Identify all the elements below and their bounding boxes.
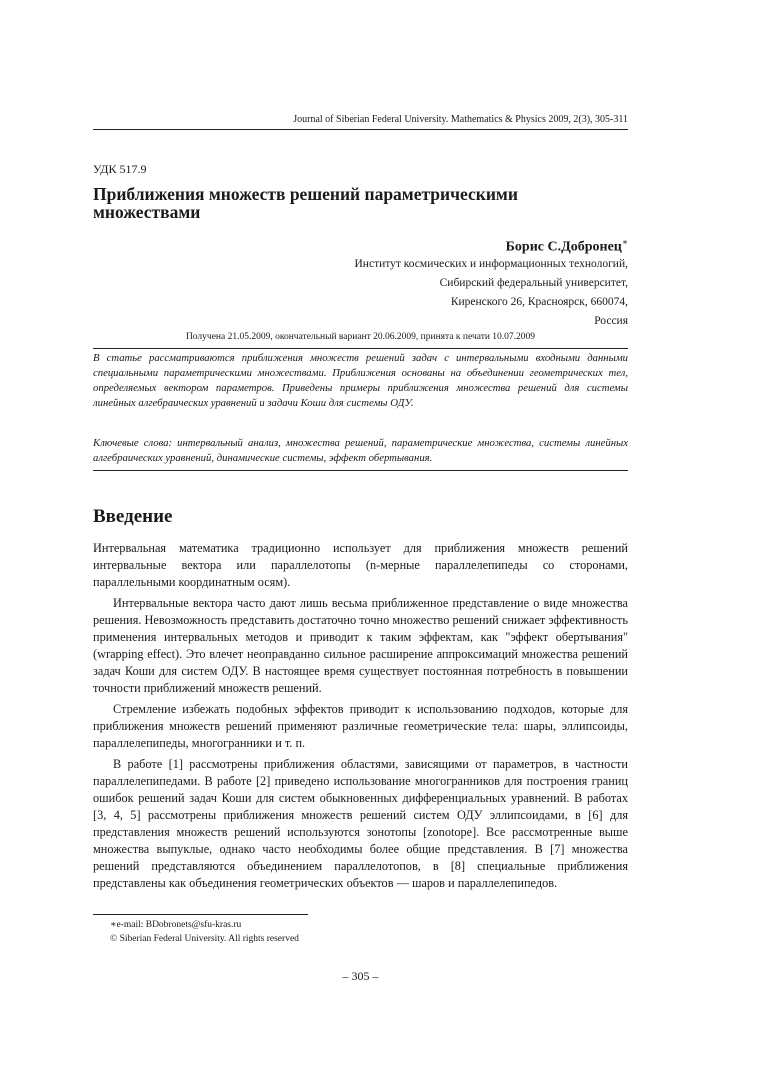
paper-title: Приближения множеств решений параметрическими множествами <box>93 184 518 222</box>
author-name <box>506 237 628 256</box>
affiliation-line: Киренского 26, Красноярск, 660074, <box>450 296 628 308</box>
udk-code: УДК 517.9 <box>93 162 147 176</box>
paragraph: В работе [1] рассмотрены приближения областями, зависящими от параметров, в частности параллелепипедами. В работе [2] приведено использование многогранников для построения границ ошибок решений задач Коши для систем обыкновенных дифференциальных уравнений. В работах [3, 4, 5] рассмотрены приближения множеств решений систем ОДУ эллипсоидами, в [6] для представления множеств решений используются зонотопы [zonotope]. Все рассмотренные выше множества выпуклые, однако часто необходимы более общие представления. В [7] множества решений представляются объединением параллелотопов, в [8] специальные приближения представлены как объединения геометрических объектов — шаров и параллелепипедов. <box>93 757 628 890</box>
page-number: – 305 – <box>342 969 379 983</box>
abstract-rule-bottom <box>93 470 628 471</box>
keywords: Ключевые слова: интервальный анализ, множества решений, параметрические множества, системы линейных алгебраических уравнений, динамические системы, эффект обертывания. <box>93 437 628 464</box>
footnote-copyright: © Siberian Federal University. All rights reserved <box>110 934 299 944</box>
footnote-rule <box>93 914 308 915</box>
affiliation-line: Институт космических и информационных технологий, <box>354 258 628 270</box>
affiliation-line: Сибирский федеральный университет, <box>439 277 628 289</box>
received-dates: Получена 21.05.2009, окончательный вариант 20.06.2009, принята к печати 10.07.2009 <box>185 332 536 342</box>
paragraph: Стремление избежать подобных эффектов приводит к использованию подходов, которые для приближения множеств решений применяют различные геометрические тела: шары, эллипсоиды, параллелепипеды, многогранники и т. п. <box>93 702 628 750</box>
header-rule <box>93 129 628 130</box>
footnotes <box>110 918 510 946</box>
footnote-email: ∗e-mail: BDobronets@sfu-kras.ru <box>110 920 242 930</box>
author-name-text: Борис С.Добронец <box>505 239 622 255</box>
affiliation-line: Россия <box>594 315 628 327</box>
section-title: Введение <box>93 506 173 527</box>
abstract-rule-top <box>93 348 628 349</box>
section-body <box>93 540 628 892</box>
paragraph: Интервальные вектора часто дают лишь весьма приближенное представление о виде множества решения. Невозможность представить достаточно точно множество решений снижает эффективность применения интервальных методов и приводит к таким эффектам, как "эффект обертывания" (wrapping effect). Это влечет неоправданно сильное расширение аппроксимаций множества решений задач Коши для систем ОДУ. В настоящее время существует постоянная потребность в повышении точности приближений множеств решений. <box>93 596 628 695</box>
affiliation <box>228 255 628 331</box>
author-footnote-mark: ∗ <box>621 237 628 247</box>
journal-header: Journal of Siberian Federal University. Mathematics & Physics 2009, 2(3), 305-311 <box>293 114 628 125</box>
paragraph: Интервальная математика традиционно использует для приближения множеств решений интервальные вектора или параллелотопы (n-мерные параллелепипеды со сторонами, параллельными координатным осям). <box>93 541 628 589</box>
abstract: В статье рассматриваются приближения множеств решений задач с интервальными входными данными специальными параметрическими множествами. Приближения основаны на объединении геометрических тел, определяемых вектором параметров. Приведены примеры приближения множества решений для системы линейных алгебраических уравнений и задачи Коши для системы ОДУ. <box>93 352 628 409</box>
